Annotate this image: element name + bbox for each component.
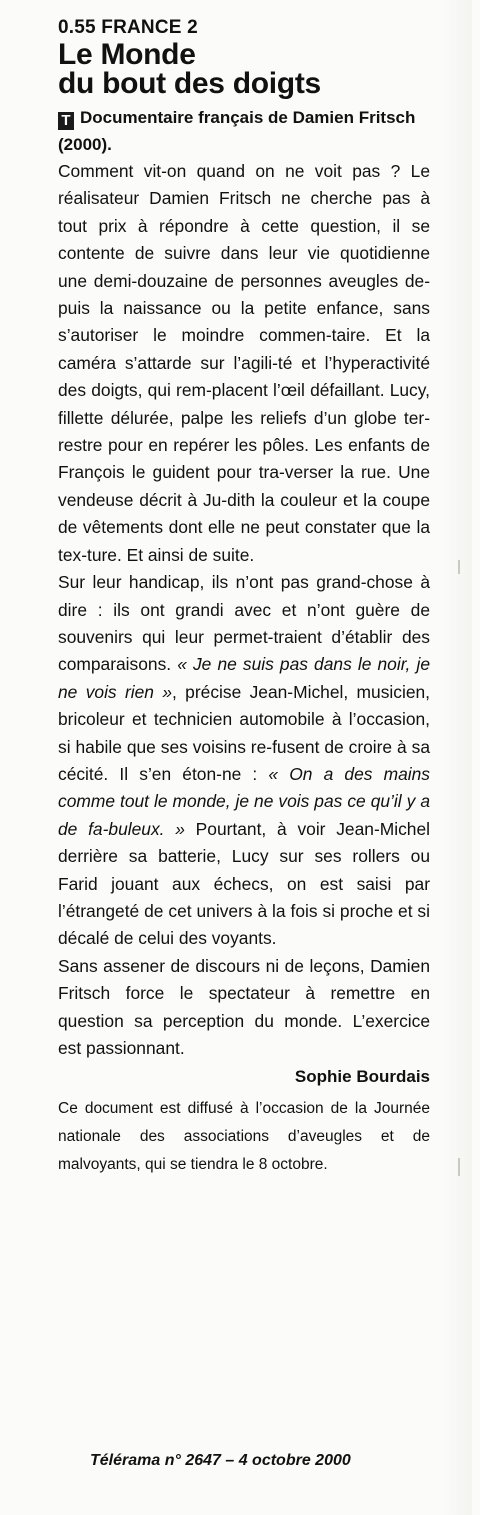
credits-text: Documentaire français de Damien Fritsch (2000). — [58, 108, 416, 154]
paragraph-1: Comment vit-on quand on ne voit pas ? Le réalisateur Damien Fritsch ne cherche pas à tout prix à répondre à cette question, il se contente de suivre dans leur vie quotidienne une demi-douzaine de personnes aveugles de-puis la naissance ou la petite enfance, sans s’autoriser le moindre commen-taire. Et la caméra s’attarde sur l’agili-té et l’hyperactivité des doigts, qui rem-placent l’œil défaillant. Lucy, fillette délurée, palpe les reliefs d’un globe ter-restre pour en repérer les pôles. Les enfants de François le guident pour tra-verser la rue. Une vendeuse décrit à Ju-dith la couleur et la coupe de vêtements dont elle ne peut constater que la tex-ture. Et ainsi de suite. — [58, 161, 430, 565]
broadcast-note: Ce document est diffusé à l’occasion de la Journée nationale des associations d’aveugles et de malvoyants, qui se tiendra le 8 octobre. — [58, 1100, 430, 1173]
bleed-through-shadow — [442, 0, 472, 1515]
author-signature: Sophie Bourdais — [294, 1067, 430, 1087]
paragraph-2-part-c: Pourtant, à voir Jean-Michel derrière sa batterie, Lucy sur ses rollers ou Farid jouant aux échecs, on est saisi par l’étrangeté de cet univers à la fois si proche et si décalé de celui des voyants. — [58, 818, 430, 949]
title-line-1: Le Monde — [58, 38, 196, 71]
rating-badge: T — [58, 112, 74, 130]
review-body — [58, 158, 430, 1062]
quote-2: « On a des mains comme tout le monde, je ne vois pas ce qu’il y a de fa-buleux. » — [58, 763, 430, 839]
paragraph-2-part-b: , précise Jean-Michel, musicien, bricoleur et technicien automobile à l’occasion, si habile que ses voisins re-fusent de croire à sa cécité. Il s’en éton-ne : — [58, 681, 430, 784]
program-credits — [58, 104, 430, 158]
magazine-footer: Télérama n° 2647 – 4 octobre 2000 — [90, 1452, 351, 1469]
paragraph-2-part-a: Sur leur handicap, ils n’ont pas grand-chose à dire : ils ont grandi avec et n’ont guère de souvenirs qui leur permet-traient d’établir des comparaisons. — [58, 572, 430, 675]
paragraph-3: Sans assener de discours ni de leçons, Damien Fritsch force le spectateur à remettre en question sa perception du monde. L’exercice est passionnant. — [58, 955, 430, 1058]
quote-1: « Je ne suis pas dans le noir, je ne vois rien » — [58, 654, 431, 702]
paragraph-2 — [58, 569, 430, 953]
title-line-2: du bout des doigts — [58, 67, 321, 100]
program-title — [58, 40, 430, 98]
time-channel: 0.55 FRANCE 2 — [58, 17, 198, 38]
scan-mark — [458, 1158, 460, 1176]
scan-mark — [458, 560, 460, 574]
article-column — [58, 18, 430, 1178]
